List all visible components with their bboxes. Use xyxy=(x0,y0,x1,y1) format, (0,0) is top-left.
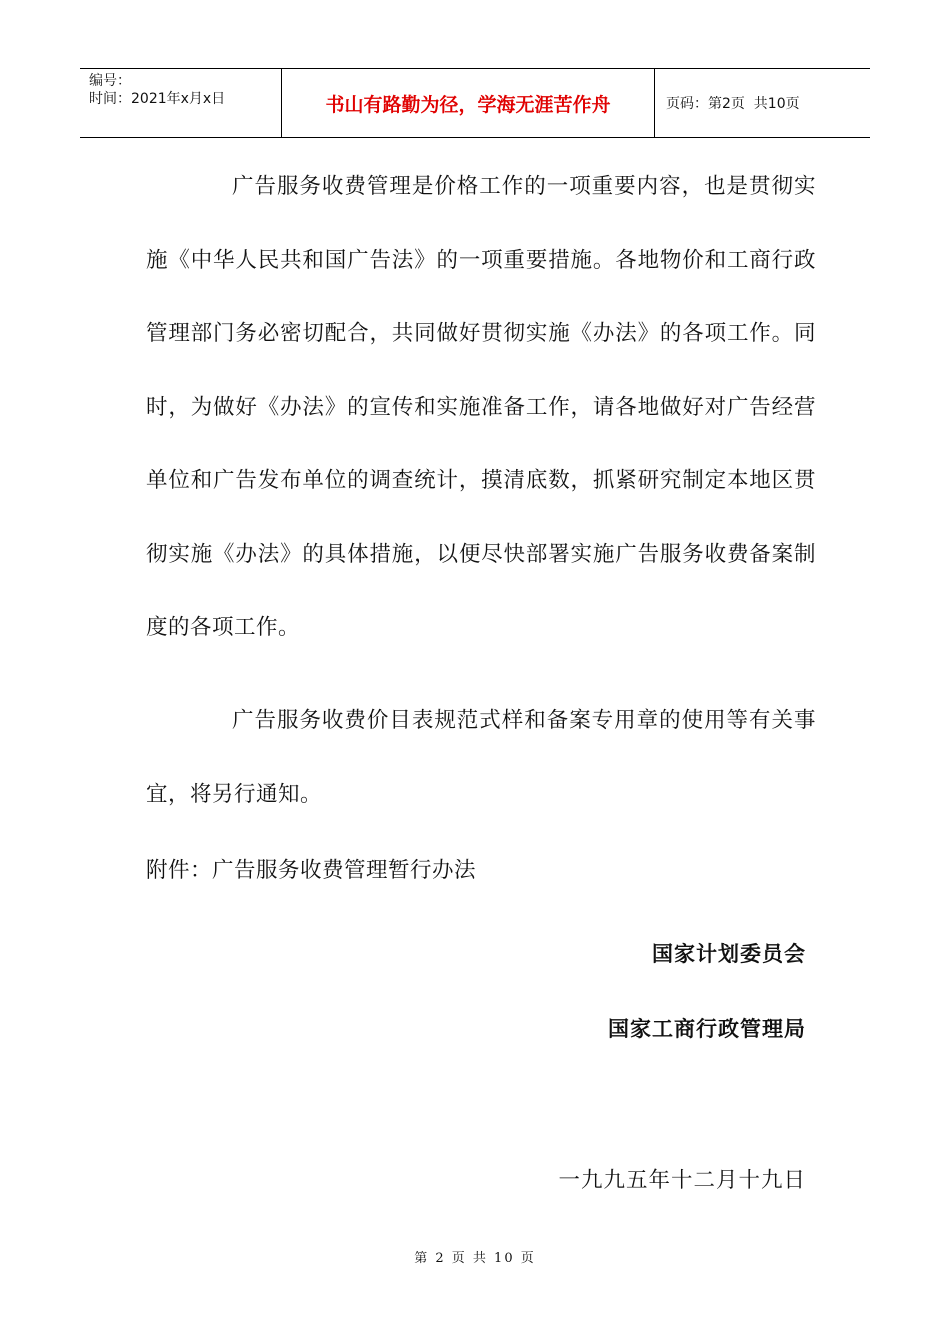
signature-org-2: 国家工商行政管理局 xyxy=(608,1017,806,1041)
attachment-line: 附件：广告服务收费管理暂行办法 xyxy=(146,858,477,883)
document-header xyxy=(80,68,870,138)
page-footer: 第 2 页 共 10 页 xyxy=(414,1251,536,1266)
page-info-text: 页码：第2页 共10页 xyxy=(666,96,800,112)
number-label: 编号： xyxy=(89,73,131,89)
header-meta xyxy=(80,69,282,137)
body-paragraph-1: 广告服务收费管理是价格工作的一项重要内容，也是贯彻实施《中华人民共和国广告法》的一项重要措施。各地物价和工商行政管理部门务必密切配合，共同做好贯彻实施《办法》的各项工作。同时，为做好《办法》的宣传和实施准备工作，请各地做好对广告经营单位和广告发布单位的调查统计，摸清底数，抓紧研究制定本地区贯彻实施《办法》的具体措施，以便尽快部署实施广告服务收费备案制度的各项工作。 xyxy=(146,174,816,640)
motto-text: 书山有路勤为径，学海无涯苦作舟 xyxy=(325,93,611,116)
header-page-info xyxy=(655,69,870,137)
signature-org-1: 国家计划委员会 xyxy=(652,942,806,966)
signature-date: 一九九五年十二月十九日 xyxy=(558,1168,806,1193)
header-motto xyxy=(282,69,655,137)
time-label: 时间：2021年x月x日 xyxy=(89,91,226,107)
body-paragraph-2: 广告服务收费价目表规范式样和备案专用章的使用等有关事宜，将另行通知。 xyxy=(146,708,816,807)
